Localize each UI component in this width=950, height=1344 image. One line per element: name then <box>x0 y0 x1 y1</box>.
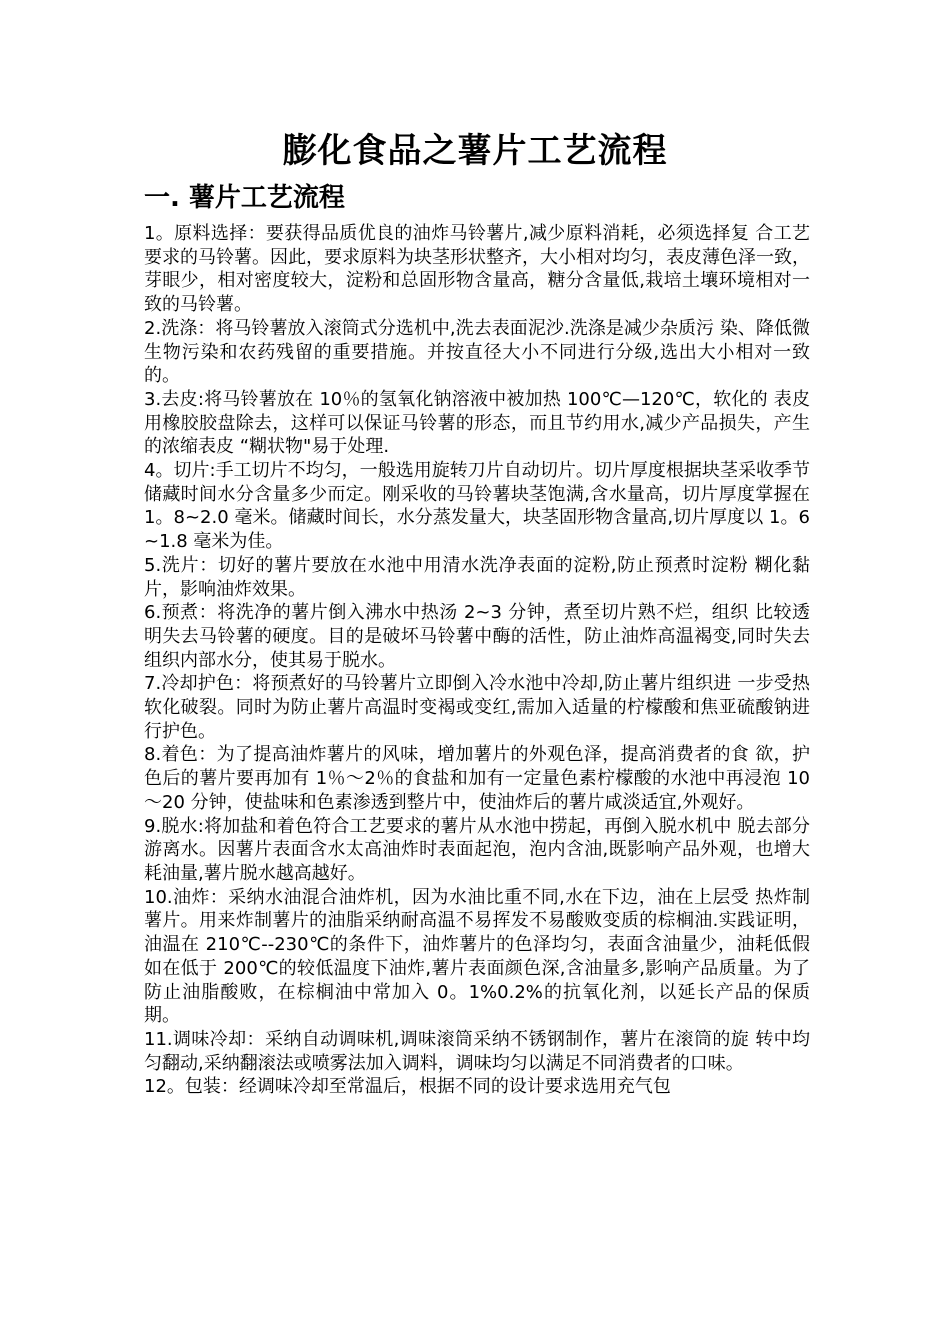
paragraph-slicing: 4。切片:手工切片不均匀，一般选用旋转刀片自动切片。切片厚度根据块茎采收季节储藏时间水分含量多少而定。刚采收的马铃薯块茎饱满,含水量高，切片厚度掌握在 1。8~2.0 毫米。储藏时间长，水分蒸发量大，块茎固形物含量高,切片厚度以 1。6~1.8 毫米为佳。 <box>144 460 810 553</box>
paragraph-seasoning-cooling: 11.调味冷却：采纳自动调味机,调味滚筒采纳不锈钢制作，薯片在滚筒的旋 转中均匀翻动,采纳翻滚法或喷雾法加入调料，调味均匀以满足不同消费者的口味。 <box>144 1028 810 1074</box>
document-title: 膨化食品之薯片工艺流程 <box>282 131 668 171</box>
paragraph-frying: 10.油炸：采纳水油混合油炸机，因为水油比重不同,水在下边，油在上层受 热炸制薯片。用来炸制薯片的油脂采纳耐高温不易挥发不易酸败变质的棕榈油.实践证明，油温在 210℃--230℃的条件下，油炸薯片的色泽均匀，表面含油量少，油耗低假如在低于 200℃的较低温度下油炸,薯片表面颜色深,含油量多,影响产品质量。为了防止油脂酸败，在棕榈油中常加入 0。1%0.2%的抗氧化剂，以延长产品的保质期。 <box>144 886 810 1027</box>
paragraph-washing: 2.洗涤：将马铃薯放入滚筒式分选机中,洗去表面泥沙.洗涤是减少杂质污 染、降低微生物污染和农药残留的重要措施。并按直径大小不同进行分级,选出大小相对一致的。 <box>144 317 810 387</box>
paragraph-coloring: 8.着色：为了提高油炸薯片的风味，增加薯片的外观色泽，提高消费者的食 欲，护色后的薯片要再加有 1％～2％的食盐和加有一定量色素柠檬酸的水池中再浸泡 10～20 分钟，使盐味和色素渗透到整片中，使油炸后的薯片咸淡适宜,外观好。 <box>144 744 810 813</box>
paragraph-raw-material-selection: 1。原料选择：要获得品质优良的油炸马铃薯片,减少原料消耗，必须选择复 合工艺要求的马铃薯。因此，要求原料为块茎形状整齐，大小相对均匀，表皮薄色泽一致，芽眼少，相对密度较大，淀粉和总固形物含量高，糖分含量低,栽培土壤环境相对一致的马铃薯。 <box>144 223 810 316</box>
document-body <box>144 222 810 1099</box>
paragraph-peeling: 3.去皮:将马铃薯放在 10％的氢氧化钠溶液中被加热 100℃—120℃，软化的 表皮用橡胶胶盘除去，这样可以保证马铃薯的形态，而且节约用水,减少产品损失，产生的浓缩表皮 “糊状物"易于处理. <box>144 388 810 458</box>
paragraph-packaging: 12。包装：经调味冷却至常温后，根据不同的设计要求选用充气包 <box>144 1076 671 1098</box>
section-heading: 一. 薯片工艺流程 <box>144 183 345 213</box>
paragraph-dehydration: 9.脱水:将加盐和着色符合工艺要求的薯片从水池中捞起，再倒入脱水机中 脱去部分游离水。因薯片表面含水太高油炸时表面起泡，泡内含油,既影响产品外观，也增大耗油量,薯片脱水越高越好。 <box>144 815 810 884</box>
paragraph-pre-cooking: 6.预煮：将洗净的薯片倒入沸水中热汤 2~3 分钟，煮至切片熟不烂，组织 比较透明失去马铃薯的硬度。目的是破坏马铃薯中酶的活性，防止油炸高温褐变,同时失去组织内部水分，使其易于脱水。 <box>144 602 810 671</box>
paragraph-cooling-color-protection: 7.冷却护色：将预煮好的马铃薯片立即倒入冷水池中冷却,防止薯片组织进 一步受热软化破裂。同时为防止薯片高温时变褐或变红,需加入适量的柠檬酸和焦亚硫酸钠进行护色。 <box>144 673 810 742</box>
paragraph-slice-washing: 5.洗片：切好的薯片要放在水池中用清水洗净表面的淀粉,防止预煮时淀粉 糊化黏片，影响油炸效果。 <box>144 554 810 600</box>
